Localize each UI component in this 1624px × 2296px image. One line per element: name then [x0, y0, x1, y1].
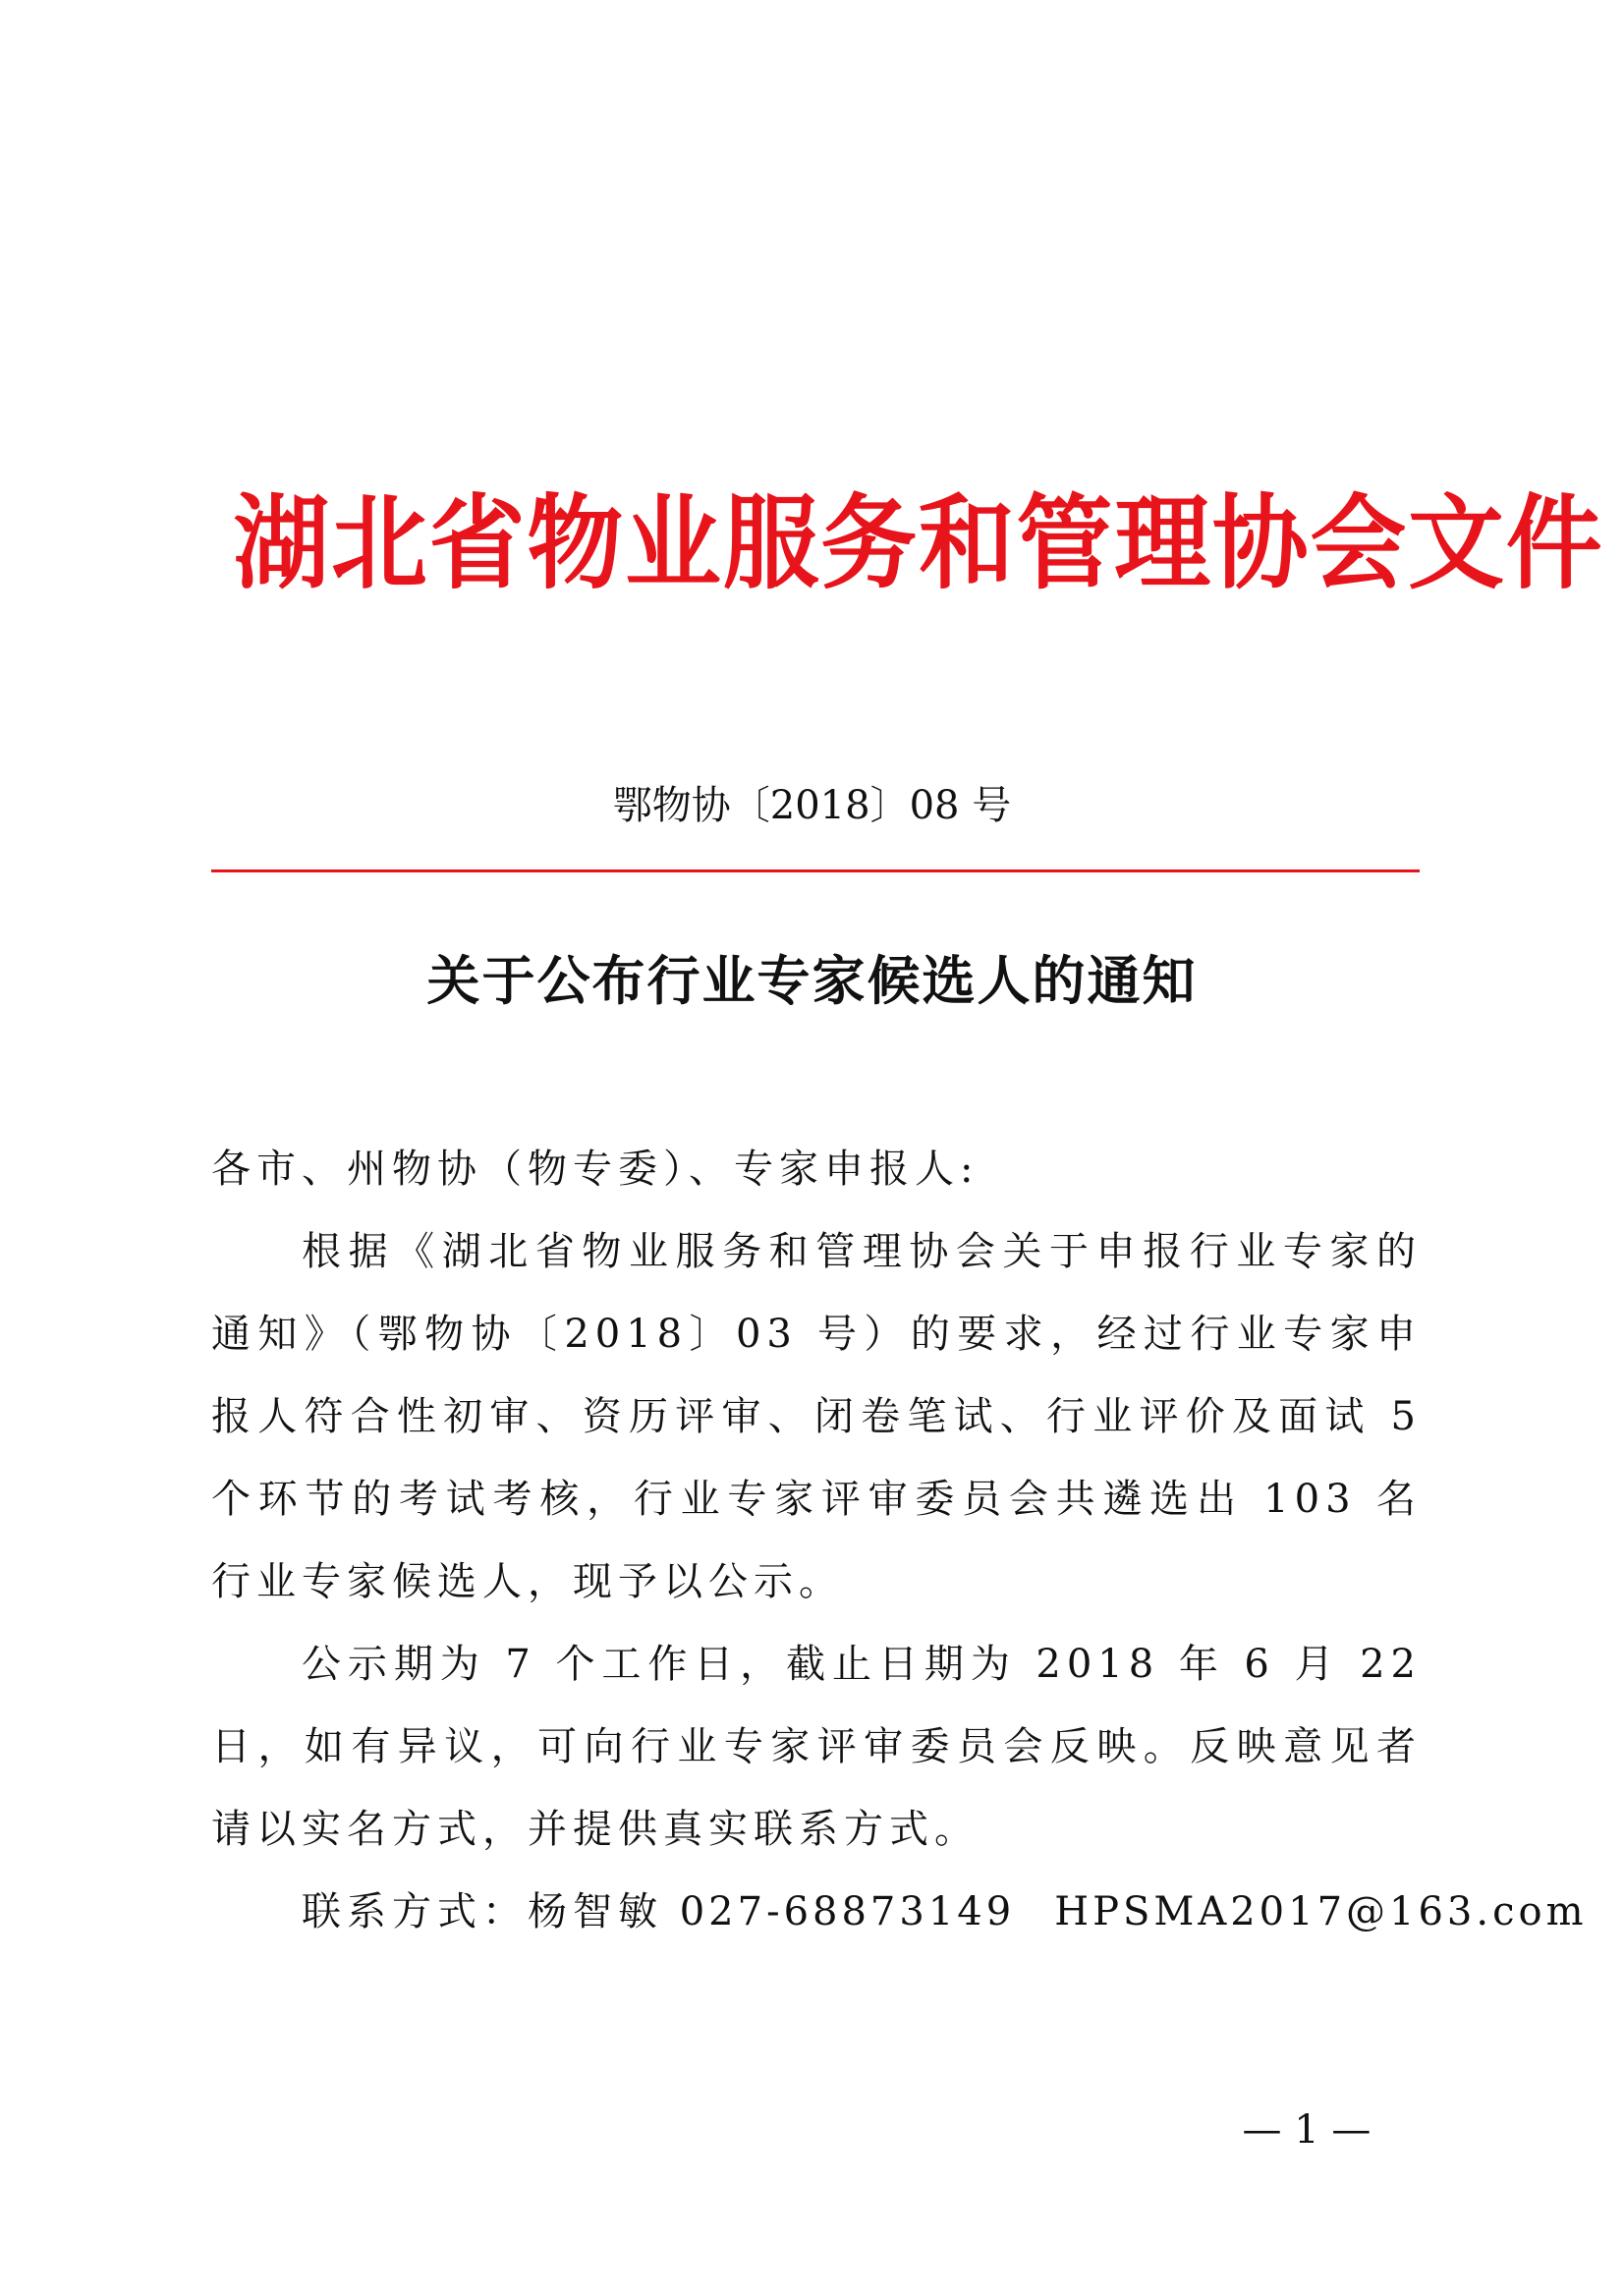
contact-phone: 027-68873149	[679, 1889, 1016, 1934]
notice-body	[211, 1128, 1588, 1953]
page-number: — 1 —	[1242, 2107, 1372, 2153]
body-paragraph-1: 根据《湖北省物业服务和管理协会关于申报行业专家的通知》（鄂物协〔2018〕03 号）的要求，经过行业专家申报人符合性初审、资历评审、闭卷笔试、行业评价及面试 5 个环节的考试考核，行业专家评审委员会共遴选出 103 名行业专家候选人，现予以公示。	[211, 1229, 1422, 1604]
red-divider-rule	[211, 869, 1420, 872]
masthead-title: 湖北省物业服务和管理协会文件	[233, 483, 1604, 603]
contact-email: HPSMA2017@163.com	[1054, 1889, 1588, 1934]
body-paragraph-2: 公示期为 7 个工作日，截止日期为 2018 年 6 月 22 日，如有异议，可向行业专家评审委员会反映。反映意见者请以实名方式，并提供真实联系方式。	[211, 1642, 1422, 1852]
contact-name: 杨智敏	[528, 1889, 663, 1934]
document-number: 鄂物协〔2018〕08 号	[612, 783, 1012, 828]
contact-label: 联系方式：	[302, 1889, 528, 1934]
addressee-line: 各市、州物协（物专委）、专家申报人:	[211, 1147, 980, 1192]
notice-title: 关于公布行业专家候选人的通知	[426, 949, 1198, 1012]
contact-line	[211, 1871, 1588, 1953]
